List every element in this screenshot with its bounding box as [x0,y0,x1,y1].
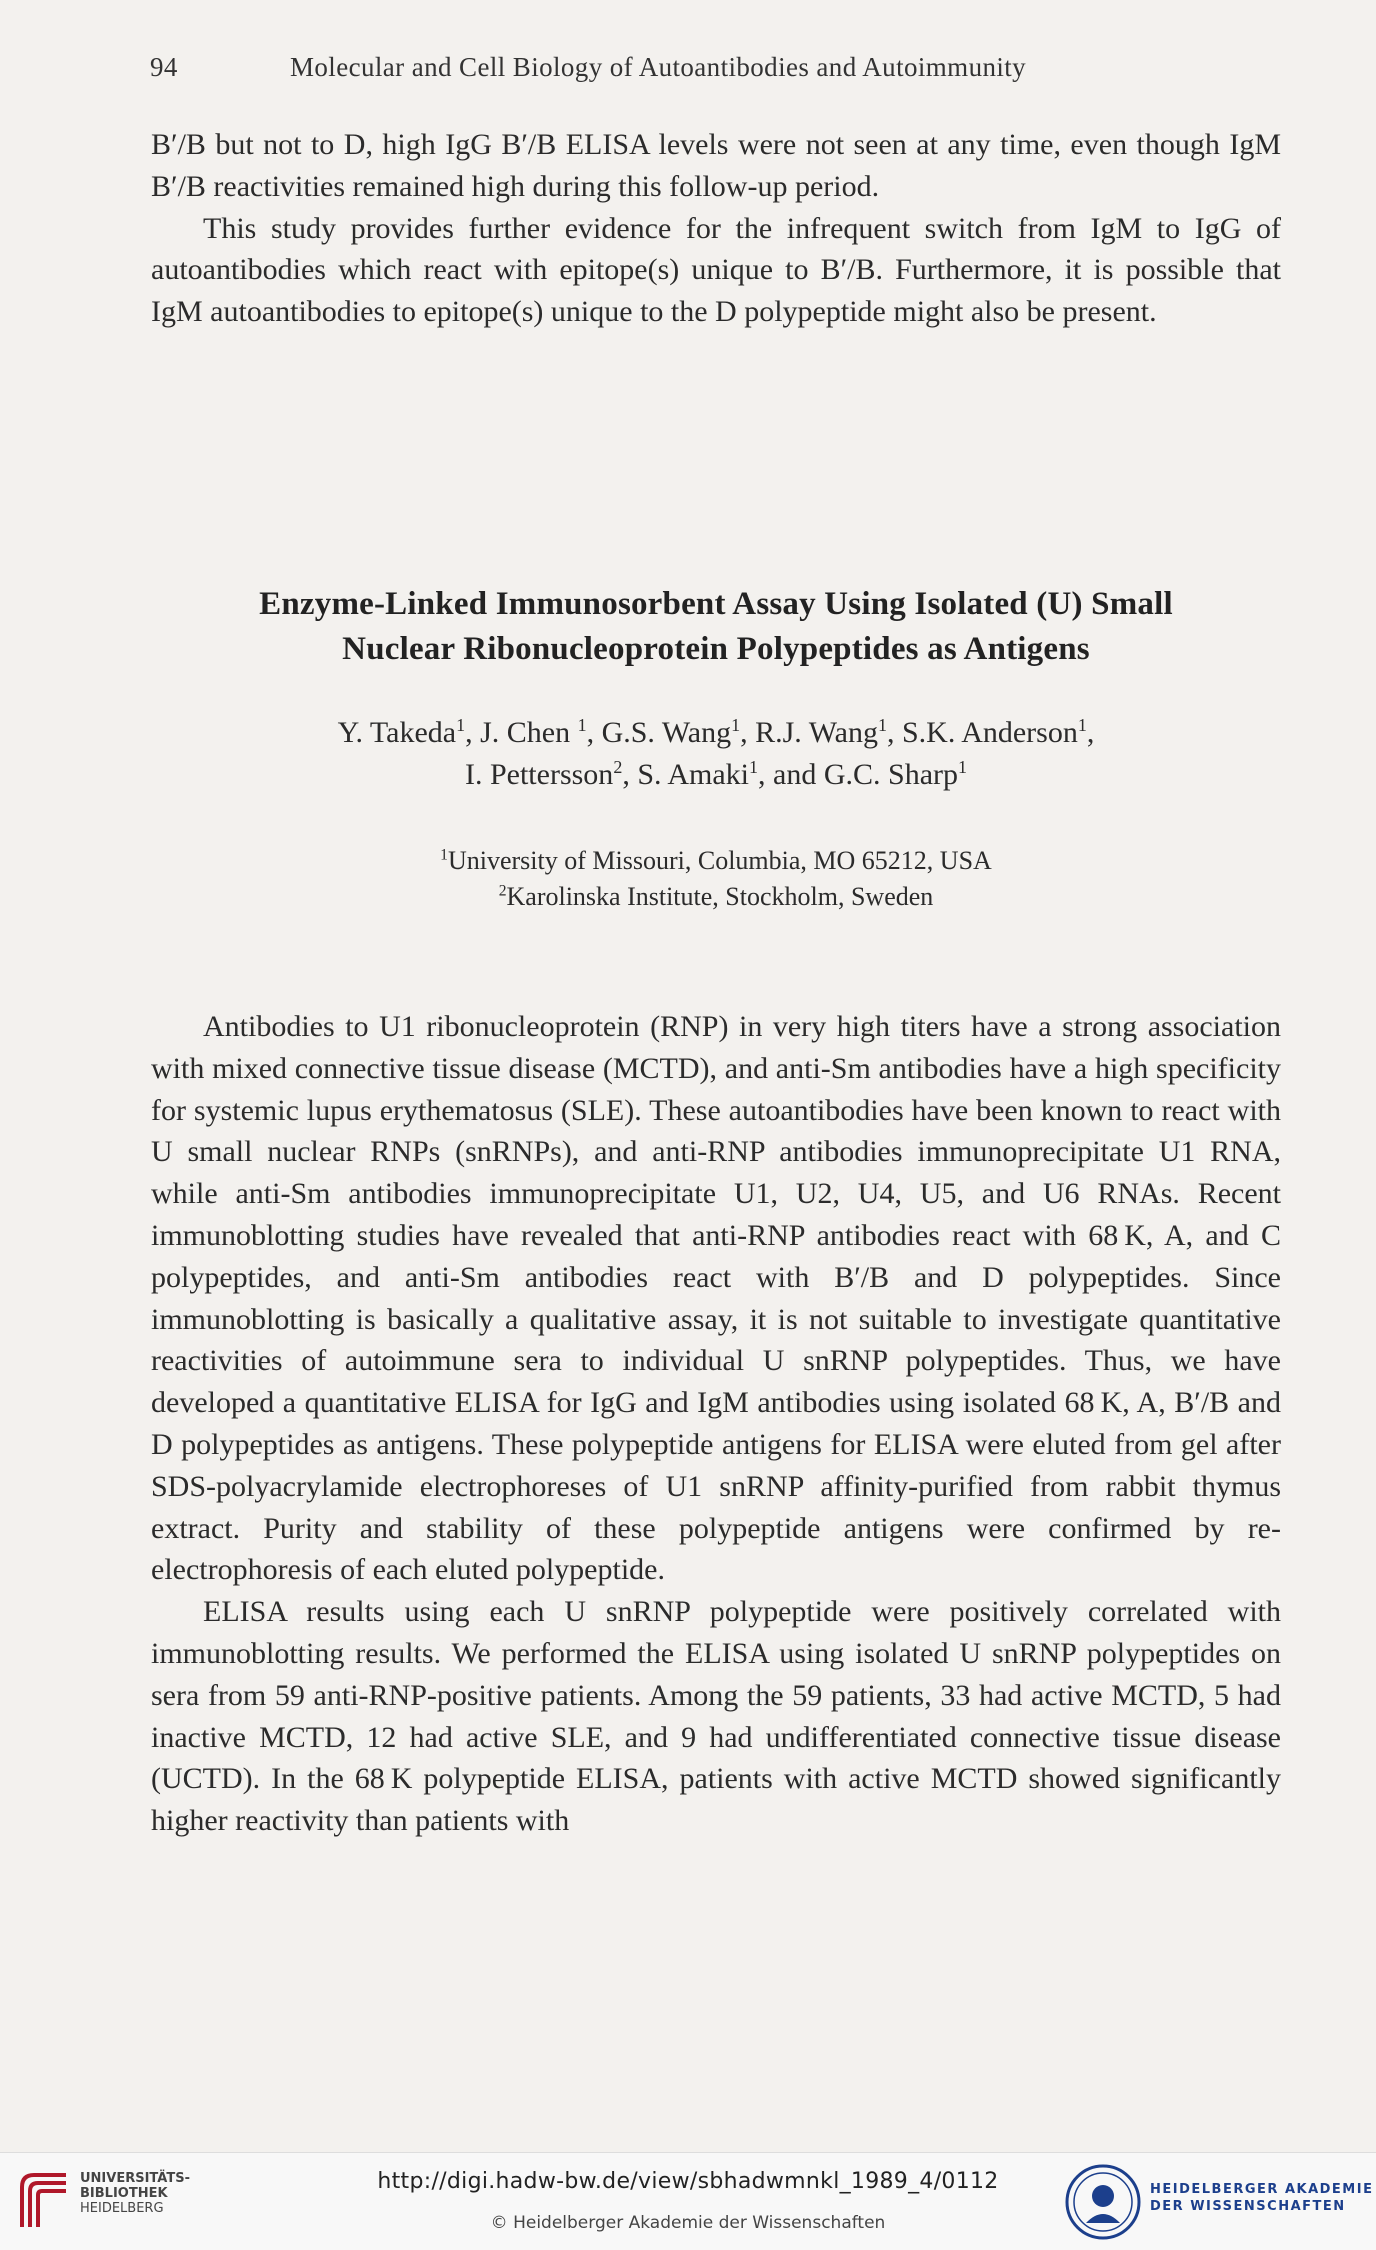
affiliation-marker: 1 [878,715,887,735]
title-line: Nuclear Ribonucleoprotein Polypeptides as Antigens [342,631,1090,667]
affiliation-text: University of Missouri, Columbia, MO 65212, USA [447,846,992,875]
page-number: 94 [150,52,178,82]
author: I. Pettersson [464,758,614,791]
academy-seal-icon [1064,2163,1142,2241]
library-name-line: HEIDELBERG [80,2201,164,2216]
library-name-line: UNIVERSITÄTS- [80,2171,190,2186]
affiliation-marker: 1 [749,757,758,777]
affiliation [151,879,1281,915]
academy-name-line: HEIDELBERGER AKADEMIE [1150,2182,1374,2197]
affiliations [151,843,1281,915]
and-word: and [773,758,817,791]
article-body [151,1006,1281,1842]
academy-name [1150,2181,1373,2215]
affiliation-marker: 1 [731,715,741,735]
affiliation-number: 2 [498,882,507,900]
affiliation-number: 1 [440,846,448,864]
affiliation [151,843,1281,879]
affiliation-marker: 1 [958,757,967,777]
affiliation-marker: 2 [613,757,623,777]
author: S. Amaki [637,758,749,791]
author-line: I. Pettersson$^2$, S. Amaki$^1$, and G.C. Sharp$^1$ [464,757,967,791]
author-list [151,712,1281,796]
affiliation-marker: 1 [1077,715,1087,735]
copyright-notice: © Heidelberger Akademie der Wissenschaften [490,2213,886,2233]
author: J. Chen [480,716,571,749]
title-line: Enzyme-Linked Immunosorbent Assay Using Isolated (U) Small [259,586,1173,622]
paragraph: B′/B but not to D, high IgG B′/B ELISA levels were not seen at any time, even though IgM B′/B reactivities remained high during this follow-up period. [151,128,1281,203]
affiliation-marker: 1 [456,715,466,735]
academy-name-line: DER WISSENSCHAFTEN [1150,2199,1346,2214]
author: S.K. Anderson [902,716,1078,749]
permalink-url[interactable]: http://digi.hadw-bw.de/view/sbhadwmnkl_1989_4/0112 [377,2169,999,2194]
author: G.C. Sharp [823,758,958,791]
author: Y. Takeda [337,716,457,749]
running-title: Molecular and Cell Biology of Autoantibodies and Autoimmunity [290,52,1027,82]
affiliation-text: Karolinska Institute, Stockholm, Sweden [506,882,934,911]
article-title [151,582,1281,672]
affiliation-marker: 1 [577,715,587,735]
author: R.J. Wang [755,716,878,749]
author: G.S. Wang [601,716,732,749]
author-line: Y. Takeda$^1$, J. Chen $^1$, G.S. Wang$^1$, R.J. Wang$^1$, S.K. Anderson$^1$, [337,715,1095,749]
paragraph: ELISA results using each U snRNP polypeptide were positively correlated with immunoblotting results. We performed the ELISA using isolated U snRNP polypeptides on sera from 59 anti-RNP-positive patients. Among the 59 patients, 33 had active MCTD, 5 had inactive MCTD, 12 had active SLE, and 9 had undifferentiated connective tissue disease (UCTD). In the 68 K polypeptide ELISA, patients with active MCTD showed significantly higher reactivity than patients with [151,1595,1281,1838]
digitization-footer [0,2152,1376,2250]
library-name-line: BIBLIOTHEK [80,2186,168,2201]
previous-section-text [151,124,1281,333]
paragraph: Antibodies to U1 ribonucleoprotein (RNP) in very high titers have a strong association with mixed connective tissue disease (MCTD), and anti-Sm antibodies have a high specificity for systemic lupus erythematosus (SLE). These autoantibodies have been known to react with U small nuclear RNPs (snRNPs), and anti-RNP antibodies immunoprecipitate U1 RNA, while anti-Sm antibodies immunoprecipitate U1, U2, U4, U5, and U6 RNAs. Recent immunoblotting studies have revealed that anti-RNP antibodies react with 68 K, A, and C polypeptides, and anti-Sm antibodies react with B′/B and D polypeptides. Since immunoblotting is basically a qualitative assay, it is not suitable to investigate quantitative reactivities of autoimmune sera to individual U snRNP polypeptides. Thus, we have developed a quantitative ELISA for IgG and IgM antibodies using isolated 68 K, A, B′/B and D polypeptides as antigens. These polypeptide antigens for ELISA were eluted from gel after SDS-polyacrylamide electrophoreses of U1 snRNP affinity-purified from rabbit thymus extract. Purity and stability of these polypeptide antigens were confirmed by re-electrophoresis of each eluted polypeptide. [151,1010,1281,1587]
paragraph: This study provides further evidence for the infrequent switch from IgM to IgG of autoantibodies which react with epitope(s) unique to B′/B. Furthermore, it is possible that IgM autoantibodies to epitope(s) unique to the D polypeptide might also be present. [151,211,1281,329]
